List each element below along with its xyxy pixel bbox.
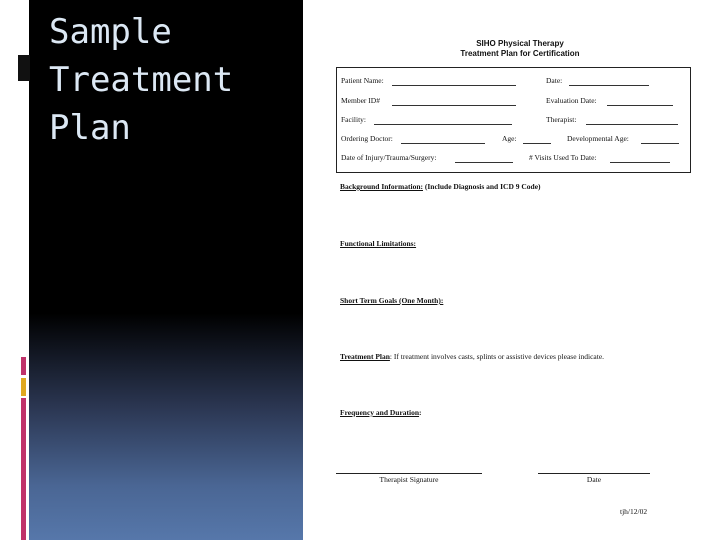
background-note: (Include Diagnosis and ICD 9 Code) [424,182,541,191]
evaluation-date-line [607,105,673,106]
member-id-line [392,105,516,106]
treatment-plan-note: : If treatment involves casts, splints or assistive devices please indicate. [389,352,605,361]
ordering-doctor-label: Ordering Doctor: [341,134,393,143]
patient-info-box [336,67,691,173]
date-label: Date: [546,76,563,85]
short-term-heading: Short Term Goals (One Month): [340,296,444,305]
signature-date-line [538,473,650,474]
date-of-injury-line [455,162,513,163]
form-footnote: tjh/12/02 [620,507,648,516]
member-id-label: Member ID# [341,96,380,105]
accent-bar-magenta-long [21,398,26,540]
therapist-label: Therapist: [546,115,577,124]
therapist-signature-line [336,473,482,474]
section-short-term-goals [340,296,443,305]
functional-heading: Functional Limitations: [340,239,417,248]
form-org-name: SIHO Physical Therapy [476,39,564,48]
background-heading: Background Information: [340,182,423,191]
therapist-line [586,124,678,125]
patient-name-line [392,85,516,86]
treatment-plan-heading: Treatment Plan [340,352,390,361]
form-subtitle: Treatment Plan for Certification [460,49,580,58]
developmental-age-line [641,143,679,144]
age-label: Age: [502,134,517,143]
age-line [523,143,551,144]
section-background [340,182,541,191]
slide-title: Sample Treatment Plan [49,12,234,148]
date-of-injury-label: Date of Injury/Trauma/Surgery: [341,153,437,162]
patient-name-label: Patient Name: [341,76,384,85]
developmental-age-label: Developmental Age: [567,134,629,143]
date-line [569,85,649,86]
treatment-plan-form [330,35,700,525]
visits-used-line [610,162,670,163]
facility-line [374,124,512,125]
evaluation-date-label: Evaluation Date: [546,96,597,105]
frequency-heading: Frequency and Duration [340,408,420,417]
section-functional-limitations [340,239,416,248]
visits-used-label: # Visits Used To Date: [529,153,597,162]
accent-bar-magenta [21,357,26,375]
facility-label: Facility: [341,115,366,124]
form-header [330,39,710,59]
signature-date-caption: Date [586,475,602,484]
ordering-doctor-line [401,143,485,144]
section-treatment-plan [340,352,604,361]
frequency-colon: : [419,408,422,417]
section-frequency-duration [340,408,422,417]
title-bullet-marker [18,55,30,81]
therapist-signature-caption: Therapist Signature [379,475,439,484]
accent-bar-gold [21,378,26,396]
